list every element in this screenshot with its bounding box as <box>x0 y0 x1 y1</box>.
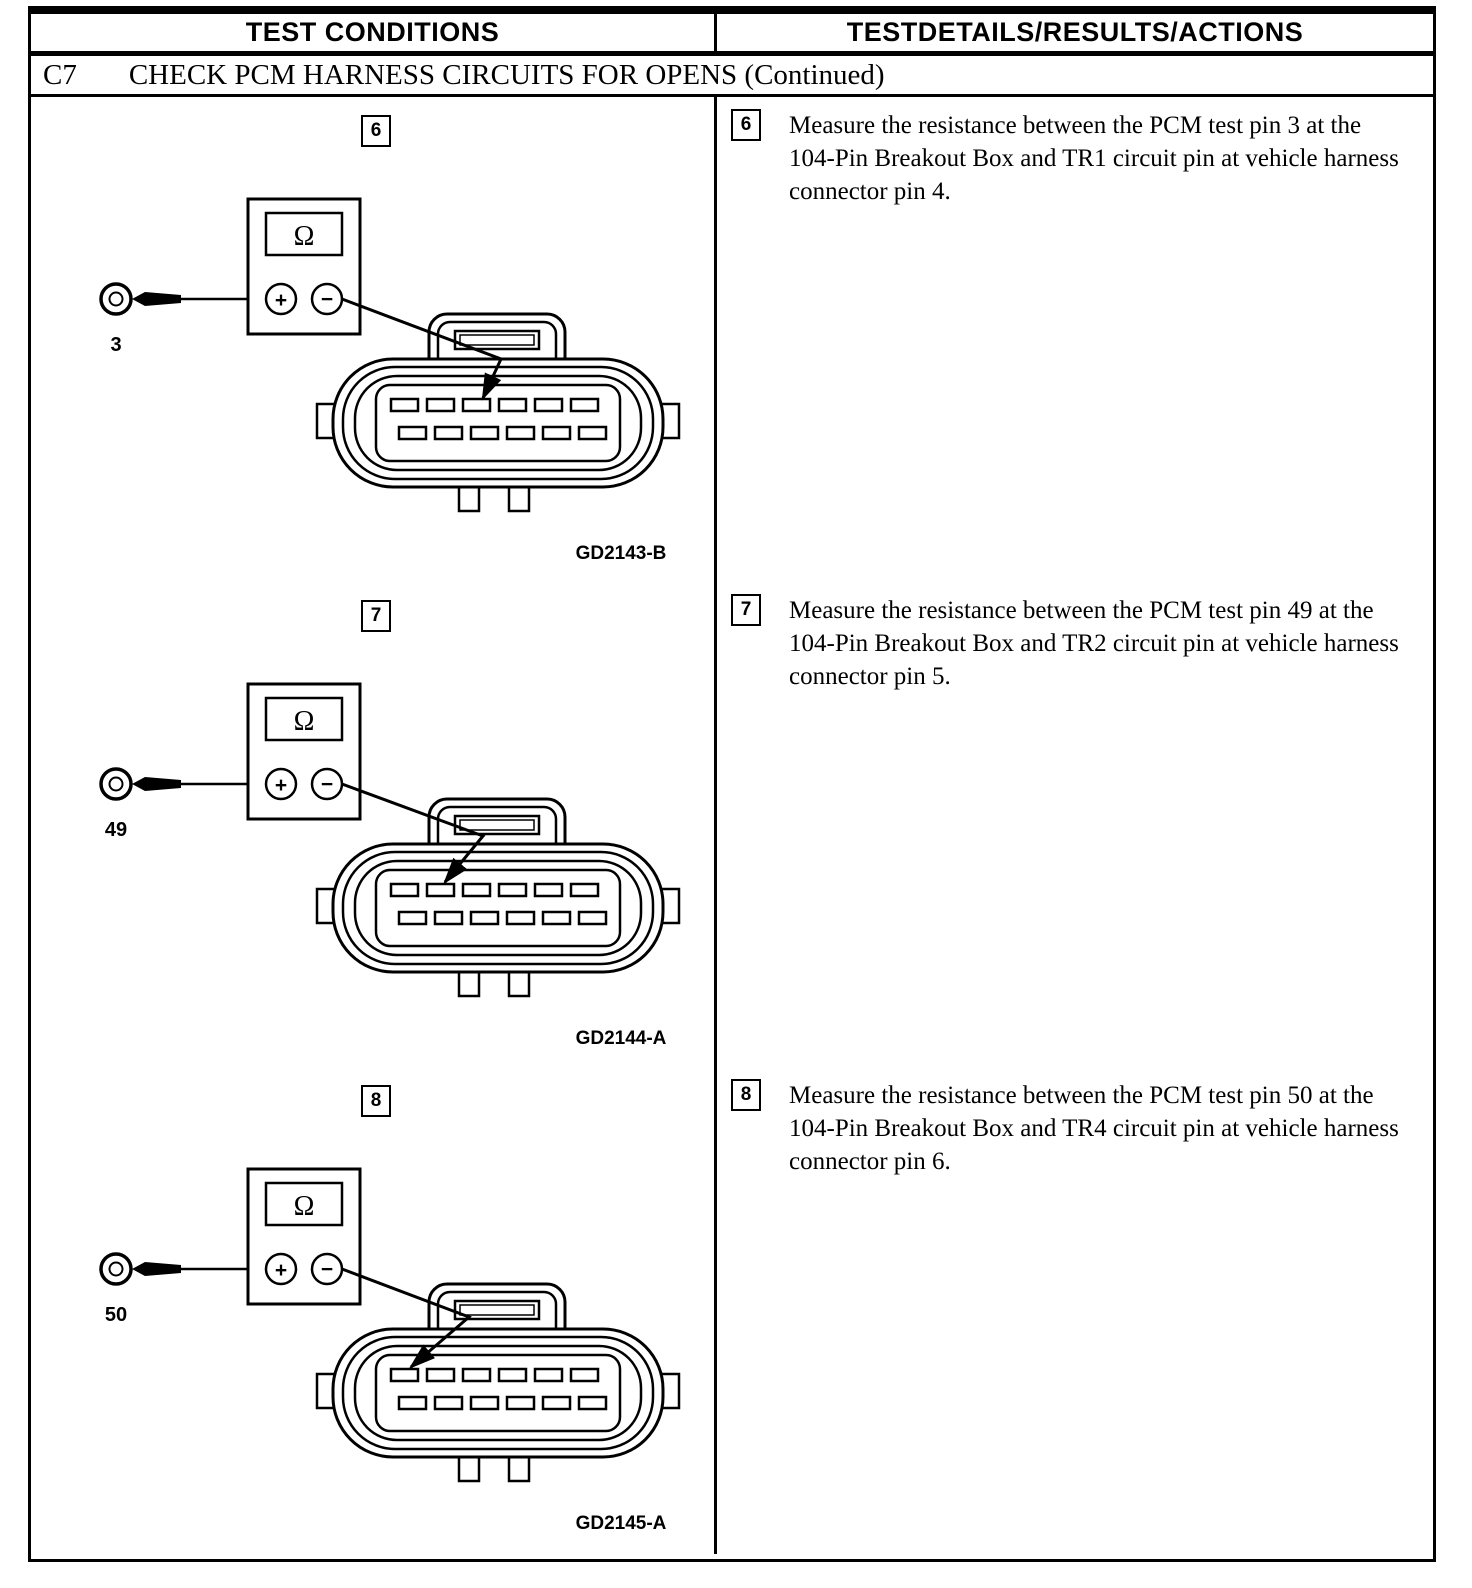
resistance-test-diagram <box>31 644 714 1069</box>
minus-terminal-label: − <box>320 1258 334 1281</box>
instruction-text: Measure the resistance between the PCM test pin 50 at the 104-Pin Breakout Box and TR4 circuit pin at vehicle harness connector pin 6. <box>789 1082 1399 1175</box>
probe-pin-label: 3 <box>110 334 122 356</box>
vehicle-harness-connector <box>317 314 679 511</box>
instruction-text: Measure the resistance between the PCM test pin 49 at the 104-Pin Breakout Box and TR2 circuit pin at vehicle harness connector pin 5. <box>789 597 1399 690</box>
minus-terminal-label: − <box>320 773 334 796</box>
plus-terminal-label: + <box>274 1259 288 1282</box>
ohm-symbol: Ω <box>293 706 315 737</box>
figure-label: GD2145-A <box>575 1513 667 1534</box>
section-title-row <box>31 56 1433 97</box>
ohm-symbol: Ω <box>293 1191 315 1222</box>
pinpoint-test-table <box>28 6 1436 1562</box>
resistance-test-diagram <box>31 1129 714 1554</box>
test-probe <box>101 1254 248 1326</box>
diagram-step-8 <box>31 1077 714 1562</box>
step-number-box: 7 <box>731 594 761 626</box>
probe-pin-label: 49 <box>104 819 128 841</box>
connector-foot-right <box>509 970 529 996</box>
step-number-box: 8 <box>731 1079 761 1111</box>
ohmmeter <box>248 1169 360 1304</box>
test-conditions-column <box>31 97 714 1554</box>
table-header-row <box>31 14 1433 56</box>
step-number-box: 6 <box>361 115 391 147</box>
instruction-text: Measure the resistance between the PCM test pin 3 at the 104-Pin Breakout Box and TR1 circuit pin at vehicle harness connector pin 4. <box>789 112 1399 205</box>
header-test-conditions: TEST CONDITIONS <box>245 17 500 47</box>
diagram-step-6 <box>31 107 714 592</box>
probe-pin-label: 50 <box>104 1304 128 1326</box>
plus-terminal-label: + <box>274 774 288 797</box>
minus-terminal-label: − <box>320 288 334 311</box>
instruction-step-7 <box>731 594 1411 693</box>
ohmmeter <box>248 199 360 334</box>
test-probe <box>101 769 248 841</box>
ohm-symbol: Ω <box>293 221 315 252</box>
connector-foot-left <box>459 1455 479 1481</box>
connector-foot-right <box>509 1455 529 1481</box>
test-probe <box>101 284 248 356</box>
table-body <box>31 97 1433 1554</box>
ohmmeter <box>248 684 360 819</box>
step-number-box: 8 <box>361 1085 391 1117</box>
figure-label: GD2143-B <box>575 543 667 564</box>
instruction-step-8 <box>731 1079 1411 1178</box>
section-code: C7 <box>43 58 77 91</box>
connector-foot-left <box>459 485 479 511</box>
diagram-step-7 <box>31 592 714 1077</box>
figure-label: GD2144-A <box>575 1028 667 1049</box>
step-number-box: 7 <box>361 600 391 632</box>
step-number-box: 6 <box>731 109 761 141</box>
header-test-details: TESTDETAILS/RESULTS/ACTIONS <box>714 14 1433 51</box>
connector-foot-right <box>509 485 529 511</box>
plus-terminal-label: + <box>274 289 288 312</box>
section-title: CHECK PCM HARNESS CIRCUITS FOR OPENS (Continued) <box>128 58 885 91</box>
resistance-test-diagram <box>31 159 714 584</box>
vehicle-harness-connector <box>317 799 679 996</box>
test-details-column <box>714 97 1433 1554</box>
instruction-step-6 <box>731 109 1411 208</box>
connector-foot-left <box>459 970 479 996</box>
vehicle-harness-connector <box>317 1284 679 1481</box>
